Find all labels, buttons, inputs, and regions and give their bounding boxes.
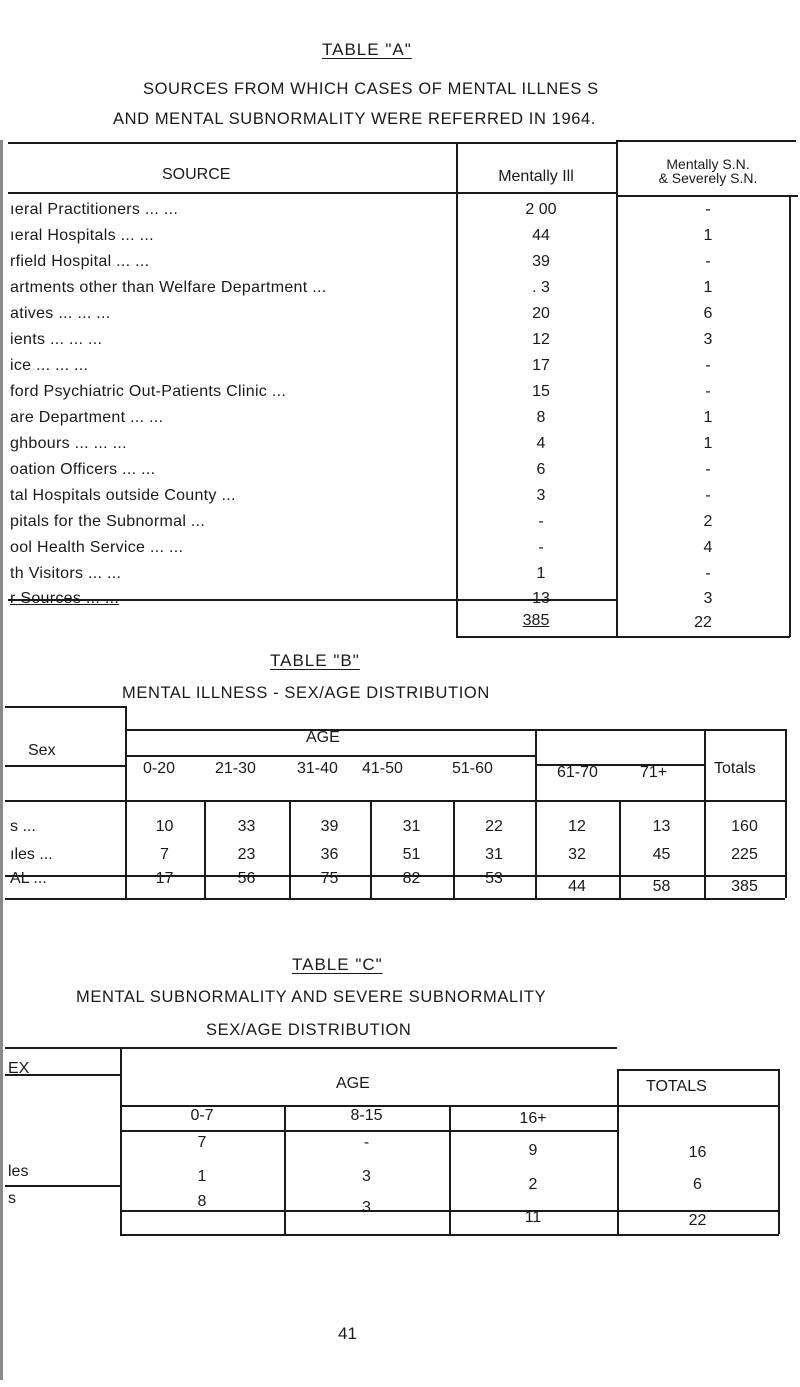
sn-count: -	[705, 357, 711, 374]
age-total: 75	[320, 870, 339, 887]
sn-count: 1	[703, 279, 713, 296]
row-label: AL ...	[10, 870, 47, 887]
age-count: 7	[197, 1134, 207, 1151]
source-name: are Department ... ...	[10, 409, 164, 426]
age-group-header: 0-7	[190, 1107, 214, 1124]
table-b-age-header: AGE	[306, 729, 340, 746]
age-count: 31	[485, 846, 503, 863]
age-total: 8	[197, 1193, 207, 1210]
table-row	[10, 331, 790, 355]
source-name: th Visitors ... ...	[10, 565, 122, 582]
age-total: 17	[155, 870, 174, 887]
grand-total: 385	[731, 878, 758, 895]
table-row	[10, 487, 790, 511]
ill-count: 12	[532, 331, 550, 348]
ill-count: -	[538, 539, 544, 556]
table-row	[10, 279, 790, 303]
source-name: ice ... ... ...	[10, 357, 89, 374]
age-total: 3	[362, 1199, 371, 1216]
sn-count: -	[705, 253, 711, 270]
age-count: 33	[237, 818, 256, 835]
age-count: 45	[652, 846, 671, 863]
age-count: 22	[485, 818, 503, 835]
table-row	[10, 590, 790, 614]
age-group-header: 31-40	[297, 760, 338, 777]
age-group-header: 8-15	[350, 1107, 383, 1124]
age-count: 9	[528, 1142, 538, 1159]
table-a-header-source: SOURCE	[162, 166, 231, 183]
sn-count: 2	[703, 513, 713, 530]
ill-count: 44	[532, 227, 550, 244]
row-total: 16	[688, 1144, 707, 1161]
sn-count: -	[705, 461, 711, 478]
age-count: 2	[528, 1176, 538, 1193]
age-count: 36	[320, 846, 339, 863]
source-name: pitals for the Subnormal ...	[10, 513, 206, 530]
source-name: artments other than Welfare Department ...	[10, 279, 327, 296]
sn-count: -	[705, 201, 711, 218]
table-c-totals-header: TOTALS	[646, 1078, 707, 1095]
ill-count: 13	[532, 590, 550, 607]
sn-count: 1	[703, 409, 713, 426]
age-count: 32	[568, 846, 586, 863]
table-row	[10, 201, 790, 225]
row-label: s	[8, 1190, 16, 1207]
row-label: les	[8, 1163, 29, 1180]
ill-count: 20	[532, 305, 550, 322]
table-a-total-sn: 22	[694, 614, 712, 631]
age-group-header: 71+	[640, 764, 668, 781]
grand-total: 22	[688, 1212, 707, 1229]
source-name: rfield Hospital ... ...	[10, 253, 150, 270]
table-row	[10, 253, 790, 277]
age-group-header: 0-20	[143, 760, 176, 777]
table-c-subtitle-line1: MENTAL SUBNORMALITY AND SEVERE SUBNORMALITY	[76, 988, 547, 1006]
age-total: 82	[402, 870, 421, 887]
table-b-title: TABLE "B"	[270, 651, 360, 670]
age-group-header: 41-50	[362, 760, 403, 777]
table-row	[10, 383, 790, 407]
age-total: 58	[652, 878, 671, 895]
age-total: 53	[485, 870, 503, 887]
sn-count: 6	[703, 305, 713, 322]
table-row	[10, 409, 790, 433]
source-name: tal Hospitals outside County ...	[10, 487, 236, 504]
source-name: ghbours ... ... ...	[10, 435, 127, 452]
table-c-title: TABLE "C"	[292, 955, 383, 974]
table-row	[10, 461, 790, 485]
sn-count: 1	[703, 227, 713, 244]
ill-count: 17	[532, 357, 550, 374]
sn-count: -	[705, 383, 711, 400]
table-row	[10, 435, 790, 459]
table-row	[10, 565, 790, 589]
ill-count: -	[538, 513, 544, 530]
sn-count: -	[705, 487, 711, 504]
age-total: 11	[524, 1209, 542, 1226]
age-count: -	[363, 1134, 370, 1151]
sn-count: -	[705, 565, 711, 582]
table-a-header-sn-line1: Mentally S.N.	[666, 156, 750, 172]
age-count: 23	[237, 846, 256, 863]
table-c-subtitle-line2: SEX/AGE DISTRIBUTION	[206, 1021, 412, 1039]
row-label: ıles ...	[10, 846, 53, 863]
table-a-subtitle-line2: AND MENTAL SUBNORMALITY WERE REFERRED IN 1964.	[113, 110, 596, 128]
age-count: 7	[160, 846, 169, 863]
table-a-total-ill: 385	[522, 612, 550, 629]
age-group-header: 61-70	[557, 764, 598, 781]
ill-count: 6	[536, 461, 546, 478]
table-row	[10, 227, 790, 251]
source-name: ford Psychiatric Out-Patients Clinic ...	[10, 383, 287, 400]
age-group-header: 51-60	[452, 760, 493, 777]
row-label: s ...	[10, 818, 36, 835]
row-total: 6	[693, 1176, 702, 1193]
ill-count: 8	[536, 409, 546, 426]
scan-binding-edge	[0, 140, 3, 1380]
age-count: 12	[568, 818, 586, 835]
table-row	[10, 305, 790, 329]
age-count: 39	[320, 818, 339, 835]
table-a-header-sn-line2: & Severely S.N.	[658, 170, 758, 186]
page-number: 41	[338, 1324, 357, 1343]
age-count: 13	[652, 818, 671, 835]
age-total: 56	[237, 870, 256, 887]
source-name: ients ... ... ...	[10, 331, 103, 348]
ill-count: 1	[536, 565, 546, 582]
ill-count: 15	[532, 383, 550, 400]
source-name: ıeral Practitioners ... ...	[10, 201, 179, 218]
age-count: 51	[402, 846, 421, 863]
age-total: 44	[568, 878, 586, 895]
sn-count: 4	[703, 539, 713, 556]
age-count: 1	[197, 1168, 207, 1185]
ill-count: . 3	[532, 279, 550, 296]
row-total: 225	[731, 846, 758, 863]
table-c-age-header: AGE	[336, 1075, 370, 1092]
table-c-sex-header: EX	[8, 1060, 30, 1077]
source-name: ool Health Service ... ...	[10, 539, 184, 556]
row-total: 160	[731, 818, 758, 835]
table-a-title: TABLE "A"	[322, 40, 412, 59]
ill-count: 4	[536, 435, 546, 452]
table-b-sex-header: Sex	[28, 742, 56, 759]
table-row	[10, 513, 790, 537]
age-count: 3	[362, 1168, 371, 1185]
source-name: r Sources ... ...	[10, 590, 120, 607]
table-b-totals-header: Totals	[714, 760, 756, 777]
age-group-header: 16+	[519, 1110, 547, 1127]
sn-count: 1	[703, 435, 713, 452]
age-group-header: 21-30	[215, 760, 256, 777]
table-row	[10, 539, 790, 563]
sn-count: 3	[703, 331, 713, 348]
source-name: atives ... ... ...	[10, 305, 111, 322]
source-name: oation Officers ... ...	[10, 461, 156, 478]
sn-count: 3	[703, 590, 713, 607]
age-count: 10	[155, 818, 174, 835]
source-name: ıeral Hospitals ... ...	[10, 227, 154, 244]
table-a-subtitle-line1: SOURCES FROM WHICH CASES OF MENTAL ILLNES S	[143, 80, 599, 98]
table-row	[10, 357, 790, 381]
table-b-subtitle: MENTAL ILLNESS - SEX/AGE DISTRIBUTION	[122, 684, 490, 702]
ill-count: 39	[532, 253, 550, 270]
ill-count: 3	[536, 487, 546, 504]
ill-count: 2 00	[525, 201, 557, 218]
age-count: 31	[402, 818, 421, 835]
table-a-header-ill: Mentally Ill	[498, 168, 574, 185]
